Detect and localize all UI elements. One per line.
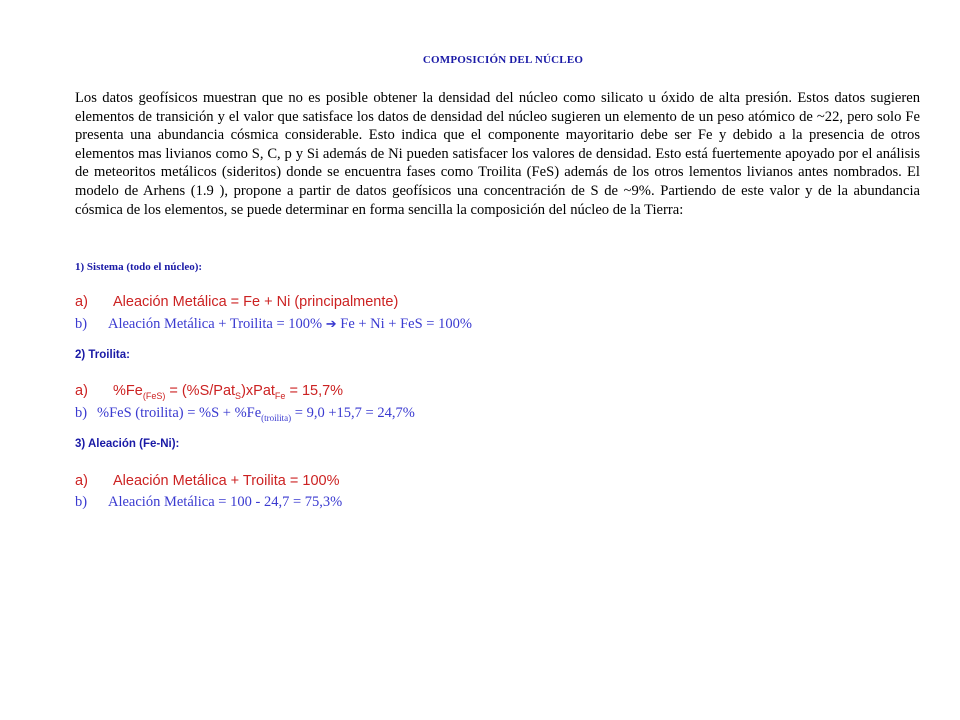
item-text: Aleación Metálica + Troilita = 100%	[113, 473, 340, 489]
formula-part: )xPat	[241, 383, 275, 399]
section-3-heading: 3) Aleación (Fe-Ni):	[75, 438, 180, 450]
item-text: Aleación Metálica = Fe + Ni (principalmente)	[113, 294, 399, 310]
section-3-item-b	[75, 494, 342, 511]
item-text-result: Fe + Ni + FeS = 100%	[340, 316, 472, 332]
formula-part: %FeS (troilita) = %S + %Fe	[97, 405, 262, 421]
formula-subscript: (troilita)	[261, 412, 292, 423]
section-1-item-a	[75, 294, 398, 310]
formula-part: = 15,7%	[285, 383, 344, 399]
section-1-item-b	[75, 316, 472, 333]
item-marker: b)	[75, 405, 88, 421]
item-marker: a)	[75, 473, 88, 489]
arrow-right-icon: ➔	[325, 316, 337, 331]
item-text: Aleación Metálica = 100 - 24,7 = 75,3%	[108, 494, 343, 510]
item-text: Aleación Metálica + Troilita = 100%	[108, 316, 323, 332]
intro-paragraph: Los datos geofísicos muestran que no es posible obtener la densidad del núcleo como silicato u óxido de alta presión. Estos datos sugieren elementos de transición y el valor que satisface los datos de densidad del núcleo sugieren un elemento de un peso atómico de ~22, pero solo Fe presenta una abundancia cósmica considerable. Esto indica que el componente mayoritario debe ser Fe y debido a la presencia de otros elementos mas livianos como S, C, p y Si además de Ni pueden satisfacer los valores de densidad. Esto está fuertemente apoyado por el análisis de meteoritos metálicos (sideritos) donde se encuentra fases como Troilita (FeS) además de los otros lementos livianos antes nombrados. El modelo de Arhens (1.9 ), propone a partir de datos geofísicos una concentración de S de ~9%. Partiendo de este valor y de la abundancia cósmica de los elementos, se puede determinar en forma sencilla la composición del núcleo de la Tierra:	[75, 90, 920, 218]
item-marker: a)	[75, 383, 88, 399]
formula-subscript: Fe	[274, 390, 286, 401]
page-title: COMPOSICIÓN DEL NÚCLEO	[422, 54, 584, 66]
formula-subscript: S	[235, 390, 242, 401]
formula-part: = (%S/Pat	[165, 383, 236, 399]
formula-part: %Fe	[113, 383, 143, 399]
item-marker: b)	[75, 494, 88, 510]
section-1-heading: 1) Sistema (todo el núcleo):	[75, 261, 203, 273]
section-2-item-a	[75, 383, 343, 401]
item-marker: a)	[75, 294, 88, 310]
formula-subscript: (FeS)	[142, 390, 166, 401]
section-2-heading: 2) Troilita:	[75, 349, 130, 361]
section-3-item-a	[75, 473, 340, 489]
formula-part: = 9,0 +15,7 = 24,7%	[291, 405, 415, 421]
item-marker: b)	[75, 316, 88, 332]
section-2-item-b	[75, 405, 415, 423]
